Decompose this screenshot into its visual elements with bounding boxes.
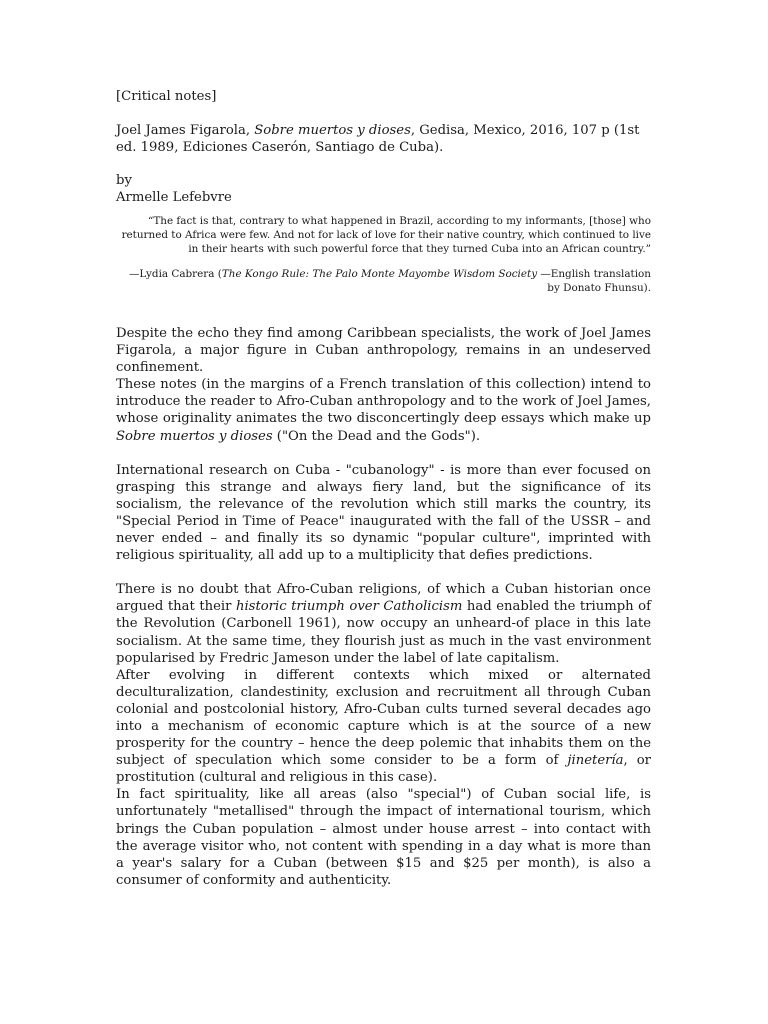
- paragraph-4-italic: historic triumph over Catholicism: [235, 599, 463, 615]
- citation-author: Joel James Figarola,: [116, 123, 255, 138]
- citation-title: Sobre muertos y dioses: [254, 123, 411, 138]
- paragraph-1: Despite the echo they find among Caribbean specialists, the work of Joel James Figarola, a major figure in Cuban anthropology, remains in an undeserved confinement.: [116, 326, 651, 376]
- paragraph-3: International research on Cuba - "cubanology" - is more than ever focused on grasping this strange and always fiery land, but the significance of its socialism, the relevance of the revolution which still marks the country, its "Special Period in Time of Peace" inaugurated with the fall of the USSR – and never ended – and finally its so dynamic "popular culture", imprinted with religious spirituality, all add up to a multiplicity that defies predictions.: [116, 462, 651, 564]
- paragraph-2-text: These notes (in the margins of a French translation of this collection) intend to introduce the reader to Afro-Cuban anthropology and to the work of Joel James, whose originality animates the two disconcertingly deep essays which make up: [116, 377, 651, 427]
- paragraph-4-text: There is no doubt that Afro-Cuban religions, of which a Cuban historian once argued that their: [116, 582, 651, 615]
- paragraph-5-end: , or prostitution (cultural and religious in this case).: [116, 753, 651, 786]
- paragraph-2: [116, 376, 651, 444]
- paragraph-5-text: After evolving in different contexts which mixed or alternated deculturalization, clandestinity, exclusion and recruitment all through Cuban colonial and postcolonial history, Afro-Cuban cults turned several decades ago into a mechanism of economic capture which is at the source of a new prosperity for the country – hence the deep polemic that inhabits them on the subject of speculation which some consider to be a form of: [116, 667, 651, 769]
- attribution-suffix: —English translation by Donato Fhunsu).: [537, 268, 651, 294]
- citation-details: , Gedisa, Mexico, 2016, 107 p (1st ed. 1989, Ediciones Caserón, Santiago de Cuba).: [116, 123, 640, 155]
- by-label: by: [116, 173, 132, 188]
- reviewer-name: Armelle Lefebvre: [116, 190, 232, 205]
- paragraph-4: [116, 581, 651, 666]
- attribution-prefix: —Lydia Cabrera (: [128, 268, 222, 280]
- paragraph-4-end: had enabled the triumph of the Revolution (Carbonell 1961), now occupy an unheard-of place in this late socialism. At the same time, they flourish just as much in the vast environment popularised by Fredric Jameson under the label of late capitalism.: [116, 599, 651, 666]
- paragraph-2-end: ("On the Dead and the Gods").: [272, 428, 481, 444]
- epigraph-attribution: [116, 267, 651, 295]
- paragraph-5: [116, 667, 651, 787]
- paragraph-6: In fact spirituality, like all areas (also "special") of Cuban social life, is unfortunately "metallised" through the impact of international tourism, which brings the Cuban population – almost under house arrest – into contact with the average visitor who, not content with spending in a day what is more than a year's salary for a Cuban (between $15 and $25 per month), is also a consumer of conformity and authenticity.: [116, 787, 651, 888]
- attribution-title: The Kongo Rule: The Palo Monte Mayombe Wisdom Society: [221, 268, 538, 280]
- paragraph-2-title: Sobre muertos y dioses: [116, 428, 273, 444]
- paragraph-5-italic: jinetería: [567, 753, 624, 769]
- document-page: [116, 88, 651, 889]
- epigraph-quote: “The fact is that, contrary to what happened in Brazil, according to my informants, [those] who returned to Africa were few. And not for lack of love for their native country, which continued to live in their hearts with such powerful force that they turned Cuba into an African country.”: [121, 215, 651, 255]
- book-citation: [116, 122, 651, 156]
- section-label: [Critical notes]: [116, 89, 217, 104]
